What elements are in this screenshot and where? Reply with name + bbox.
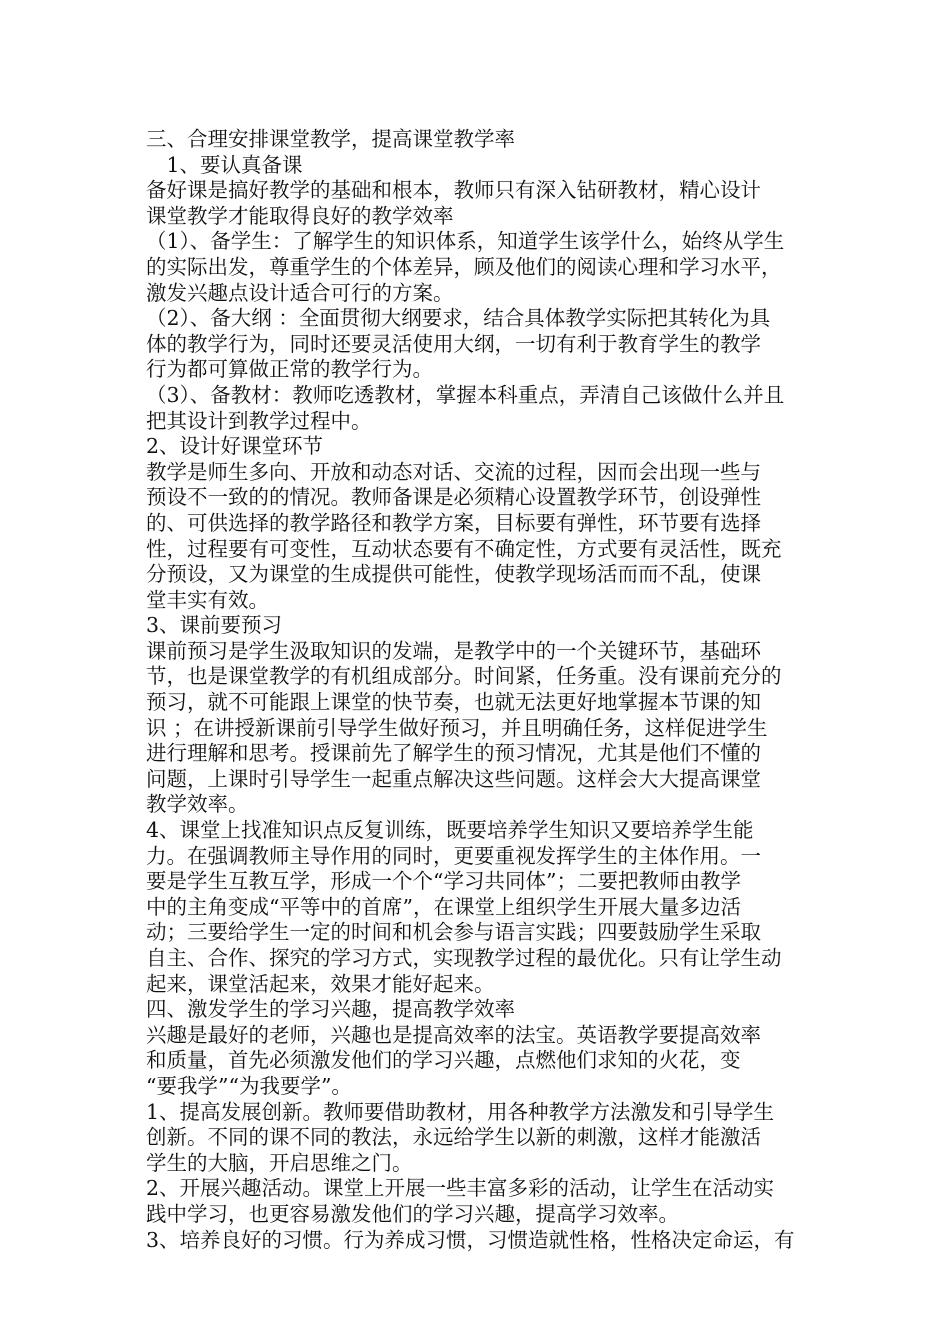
text-line: 践中学习，也更容易激发他们的学习兴趣，提高学习效率。 <box>146 1201 679 1226</box>
text-line: 力。在强调教师主导作用的同时，更要重视发挥学生的主体作用。一 <box>146 843 761 868</box>
text-line: 行为都可算做正常的教学行为。 <box>146 357 433 382</box>
text-line: 问题，上课时引导学生一起重点解决这些问题。这样会大大提高课堂 <box>146 766 761 791</box>
text-line: 兴趣是最好的老师，兴趣也是提高效率的法宝。英语教学要提高效率 <box>146 1022 761 1047</box>
text-line: 预设不一致的的情况。教师备课是必须精心设置教学环节，创设弹性 <box>146 485 761 510</box>
text-line: 教学是师生多向、开放和动态对话、交流的过程，因而会出现一些与 <box>146 459 761 484</box>
text-line: 的实际出发，尊重学生的个体差异，顾及他们的阅读心理和学习水平， <box>146 254 782 279</box>
text-line: 要是学生互教互学，形成一个个“学习共同体”；二要把教师由教学 <box>146 869 741 894</box>
document-body <box>146 127 818 1253</box>
text-line: 教学效率。 <box>146 792 249 817</box>
text-line: 4、课堂上找准知识点反复训练，既要培养学生知识又要培养学生能 <box>146 818 754 843</box>
text-line: 中的主角变成“平等中的首席”，在课堂上组织学生开展大量多边活 <box>146 894 741 919</box>
text-line: 进行理解和思考。授课前先了解学生的预习情况，尤其是他们不懂的 <box>146 741 761 766</box>
text-line: （2）、备大纲 ：全面贯彻大纲要求，结合具体教学实际把其转化为具 <box>146 306 771 331</box>
text-line: 四、激发学生的学习兴趣，提高教学效率 <box>146 997 515 1022</box>
text-line: （3）、备教材：教师吃透教材，掌握本科重点，弄清自己该做什么并且 <box>146 382 785 407</box>
text-line: 课堂教学才能取得良好的教学效率 <box>146 203 454 228</box>
text-line: 创新。不同的课不同的教法，永远给学生以新的刺激，这样才能激活 <box>146 1125 761 1150</box>
text-line: 3、课前要预习 <box>146 613 283 638</box>
text-line: （1）、备学生：了解学生的知识体系，知道学生该学什么，始终从学生 <box>146 229 785 254</box>
text-line: 3、培养良好的习惯。行为养成习惯，习惯造就性格，性格决定命运，有 <box>146 1227 795 1252</box>
text-line: 节，也是课堂教学的有机组成部分。时间紧，任务重。没有课前充分的 <box>146 664 782 689</box>
text-line: 自主、合作、探究的学习方式，实现教学过程的最优化。只有让学生动 <box>146 946 782 970</box>
text-line: 课前预习是学生汲取知识的发端，是教学中的一个关键环节，基础环 <box>146 638 761 663</box>
text-line: 堂丰实有效。 <box>146 587 269 612</box>
text-line: 三、合理安排课堂教学，提高课堂教学率 <box>146 127 515 151</box>
text-line: 2、开展兴趣活动。课堂上开展一些丰富多彩的活动，让学生在活动实 <box>146 1176 775 1201</box>
text-line: 激发兴趣点设计适合可行的方案。 <box>146 280 454 305</box>
text-line: 备好课是搞好教学的基础和根本，教师只有深入钻研教材，精心设计 <box>146 178 761 203</box>
text-line: 1、提高发展创新。教师要借助教材，用各种教学方法激发和引导学生 <box>146 1099 775 1124</box>
text-line: 的、可供选择的教学路径和教学方案，目标要有弹性，环节要有选择 <box>146 510 761 535</box>
text-line: 体的教学行为，同时还要灵活使用大纲，一切有利于教育学生的教学 <box>146 331 761 356</box>
text-line: 预习，就不可能跟上课堂的快节奏，也就无法更好地掌握本节课的知 <box>146 690 761 715</box>
text-line: 分预设，又为课堂的生成提供可能性，使教学现场活而而不乱，使课 <box>146 562 761 587</box>
text-line: 识 ；在讲授新课前引导学生做好预习，并且明确任务，这样促进学生 <box>146 715 768 740</box>
text-line: 学生的大脑，开启思维之门。 <box>146 1150 413 1175</box>
text-line: 和质量，首先必须激发他们的学习兴趣，点燃他们求知的火花，变 <box>146 1048 741 1073</box>
text-line: “要我学”“为我要学”。 <box>146 1073 352 1098</box>
text-line: 1、要认真备课 <box>146 152 303 177</box>
text-line: 动；三要给学生一定的时间和机会参与语言实践；四要鼓励学生采取 <box>146 920 761 945</box>
text-line: 2、设计好课堂环节 <box>146 434 324 459</box>
text-line: 性，过程要有可变性，互动状态要有不确定性，方式要有灵活性，既充 <box>146 536 782 561</box>
text-line: 起来，课堂活起来，效果才能好起来。 <box>146 971 495 996</box>
text-line: 把其设计到教学过程中。 <box>146 408 372 433</box>
